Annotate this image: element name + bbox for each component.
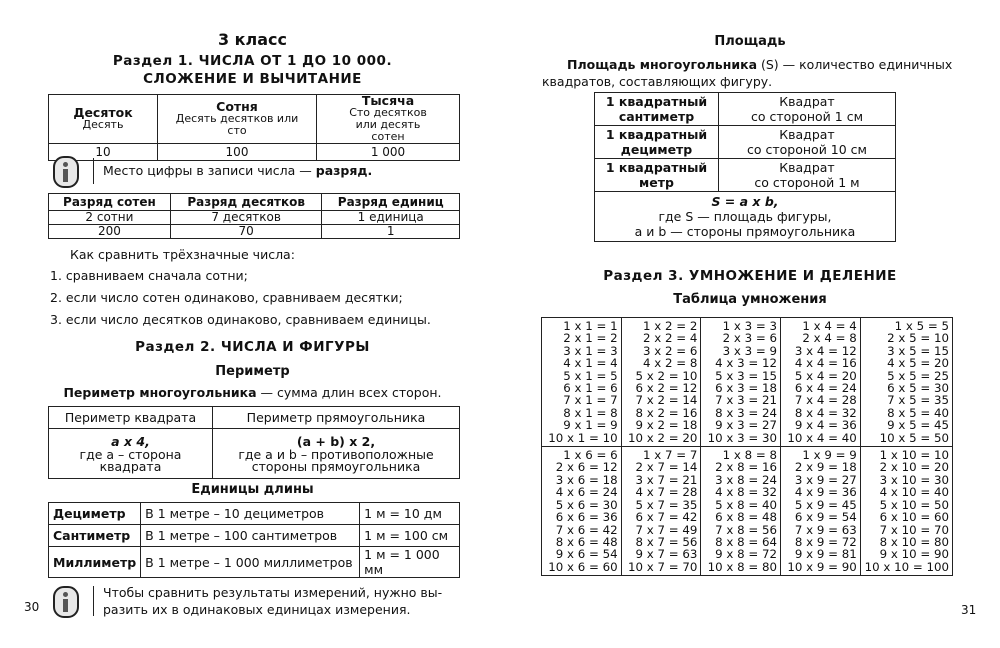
mult-block (860, 447, 952, 576)
mult-equation: 10 x 3 = 30 (707, 430, 778, 445)
mult-equation: 9 x 7 = 63 (635, 547, 698, 562)
mult-equation: 9 x 6 = 54 (555, 547, 618, 562)
mult-block (781, 447, 861, 576)
mult-equation: 5 x 9 = 45 (794, 497, 857, 512)
mult-equation: 1 x 9 = 9 (802, 448, 857, 463)
mult-equation: 10 x 10 = 100 (864, 559, 949, 574)
mult-equation: 3 x 10 = 30 (879, 472, 949, 487)
mult-equation: 1 x 5 = 5 (894, 319, 949, 333)
mult-equation: 10 x 4 = 40 (787, 430, 857, 445)
section1-title-line1: Раздел 1. ЧИСЛА ОТ 1 ДО 10 000. (112, 53, 393, 69)
mult-equation: 10 x 8 = 80 (707, 559, 778, 574)
perimeter-rect-cell: (a + b) x 2, где a и b – противоположные стороны прямоугольника (213, 429, 460, 479)
mult-equation: 10 x 5 = 50 (879, 430, 949, 445)
mult-equation: 5 x 4 = 20 (794, 368, 857, 383)
mult-equation: 9 x 3 = 27 (715, 418, 778, 433)
mult-equation: 7 x 1 = 7 (563, 393, 618, 408)
mult-equation: 8 x 9 = 72 (794, 534, 857, 549)
mult-equation: 4 x 6 = 24 (555, 485, 618, 500)
mult-equation: 2 x 5 = 10 (887, 331, 949, 346)
length-unit-name: Сантиметр (49, 525, 141, 547)
multiplication-title: Таблица умножения (673, 292, 827, 307)
mult-block (701, 447, 781, 576)
mult-equation: 5 x 6 = 30 (555, 497, 618, 512)
mult-equation: 8 x 8 = 64 (715, 534, 778, 549)
mult-equation: 7 x 7 = 49 (635, 522, 698, 537)
mult-equation: 9 x 9 = 81 (794, 547, 857, 562)
info-icon (53, 156, 79, 188)
perimeter-title: Периметр (215, 364, 290, 379)
mult-equation: 1 x 6 = 6 (563, 448, 618, 463)
length-unit-eq: 1 м = 1 000 мм (360, 547, 460, 578)
page-number-left: 30 (24, 600, 40, 614)
mult-equation: 6 x 6 = 36 (555, 510, 618, 525)
mult-equation: 7 x 5 = 35 (887, 393, 949, 408)
area-unit: 1 квадратный метр (595, 159, 719, 192)
mult-equation: 1 x 3 = 3 (722, 319, 778, 333)
mult-equation: 3 x 7 = 21 (635, 472, 698, 487)
area-desc: Квадрат со стороной 1 см (719, 93, 896, 126)
mult-equation: 3 x 6 = 18 (555, 472, 618, 487)
perimeter-square-cell: a x 4, где a – сторона квадрата (49, 429, 213, 479)
mult-equation: 4 x 4 = 16 (794, 356, 857, 371)
mult-equation: 7 x 9 = 63 (794, 522, 857, 537)
mult-equation: 8 x 10 = 80 (879, 534, 949, 549)
mult-equation: 8 x 3 = 24 (715, 405, 778, 420)
mult-equation: 3 x 8 = 24 (715, 472, 778, 487)
mult-equation: 4 x 5 = 20 (887, 356, 949, 371)
length-unit-name: Миллиметр (49, 547, 141, 578)
area-unit: 1 квадратный сантиметр (595, 93, 719, 126)
mult-equation: 7 x 8 = 56 (715, 522, 778, 537)
mult-equation: 2 x 10 = 20 (879, 460, 949, 475)
mult-equation: 6 x 7 = 42 (635, 510, 698, 525)
mult-equation: 2 x 8 = 16 (715, 460, 778, 475)
mult-equation: 10 x 2 = 20 (627, 430, 698, 445)
mult-equation: 1 x 7 = 7 (642, 448, 698, 463)
length-table (48, 502, 460, 578)
class-title: 3 класс (217, 30, 288, 49)
mult-equation: 4 x 3 = 12 (715, 356, 778, 371)
digits-header-units: Разряд единиц (322, 194, 460, 211)
length-unit-desc: В 1 метре – 10 дециметров (141, 503, 360, 525)
mult-equation: 2 x 6 = 12 (555, 460, 618, 475)
length-unit-desc: В 1 метре – 1 000 миллиметров (141, 547, 360, 578)
page-number-right: 31 (961, 603, 977, 617)
places-header-hundreds: Сотня Десять десятков или сто (158, 95, 317, 144)
digits-cell: 2 сотни (49, 211, 171, 225)
mult-equation: 6 x 9 = 54 (794, 510, 857, 525)
mult-equation: 2 x 3 = 6 (722, 331, 778, 346)
area-unit: 1 квадратный дециметр (595, 126, 719, 159)
mult-equation: 3 x 3 = 9 (722, 343, 778, 358)
mult-equation: 1 x 10 = 10 (879, 448, 949, 463)
mult-equation: 7 x 3 = 21 (715, 393, 778, 408)
info-divider (93, 586, 94, 616)
area-desc: Квадрат со стороной 1 м (719, 159, 896, 192)
places-value-tens: 10 (49, 144, 158, 161)
mult-equation: 1 x 4 = 4 (802, 319, 857, 333)
perimeter-header-square: Периметр квадрата (49, 407, 213, 429)
mult-equation: 9 x 1 = 9 (563, 418, 618, 433)
compare-intro: Как сравнить трёхзначные числа: (70, 247, 295, 262)
mult-equation: 5 x 3 = 15 (715, 368, 778, 383)
info-icon (53, 586, 79, 618)
mult-equation: 6 x 5 = 30 (887, 381, 949, 396)
mult-equation: 2 x 1 = 2 (563, 331, 618, 346)
mult-equation: 5 x 5 = 25 (887, 368, 949, 383)
digits-cell: 200 (49, 225, 171, 239)
mult-equation: 5 x 2 = 10 (635, 368, 698, 383)
info1-note: Место цифры в записи числа — разряд. (103, 163, 373, 178)
mult-equation: 1 x 8 = 8 (722, 448, 778, 463)
places-table (48, 94, 460, 161)
mult-equation: 4 x 1 = 4 (563, 356, 618, 371)
perimeter-table (48, 406, 460, 479)
length-unit-eq: 1 м = 10 дм (360, 503, 460, 525)
mult-block (781, 318, 861, 447)
mult-equation: 2 x 7 = 14 (635, 460, 698, 475)
compare-step-2: 2. если число сотен одинаково, сравниваем десятки; (50, 290, 403, 305)
mult-equation: 6 x 2 = 12 (635, 381, 698, 396)
mult-equation: 4 x 9 = 36 (794, 485, 857, 500)
mult-equation: 2 x 2 = 4 (642, 331, 698, 346)
mult-equation: 4 x 7 = 28 (635, 485, 698, 500)
compare-step-1: 1. сравниваем сначала сотни; (50, 268, 248, 283)
mult-equation: 5 x 8 = 40 (715, 497, 778, 512)
length-units-title: Единицы длины (191, 482, 314, 497)
section1-title-line2: СЛОЖЕНИЕ И ВЫЧИТАНИЕ (143, 71, 362, 87)
mult-equation: 5 x 10 = 50 (879, 497, 949, 512)
places-value-thousands: 1 000 (317, 144, 460, 161)
section3-title: Раздел 3. УМНОЖЕНИЕ И ДЕЛЕНИЕ (603, 268, 897, 284)
mult-equation: 8 x 5 = 40 (887, 405, 949, 420)
mult-block (860, 318, 952, 447)
mult-equation: 3 x 5 = 15 (887, 343, 949, 358)
mult-equation: 6 x 8 = 48 (715, 510, 778, 525)
mult-block (542, 447, 622, 576)
mult-block (542, 318, 622, 447)
area-formula-cell: S = a x b, где S — площадь фигуры, a и b — стороны прямоугольника (595, 192, 896, 242)
area-title: Площадь (714, 34, 786, 49)
mult-equation: 2 x 9 = 18 (794, 460, 857, 475)
mult-equation: 10 x 9 = 90 (787, 559, 857, 574)
compare-step-3: 3. если число десятков одинаково, сравниваем единицы. (50, 312, 431, 327)
mult-equation: 10 x 1 = 10 (548, 430, 618, 445)
mult-equation: 6 x 1 = 6 (563, 381, 618, 396)
mult-equation: 7 x 10 = 70 (879, 522, 949, 537)
mult-equation: 5 x 1 = 5 (563, 368, 618, 383)
info2-note: Чтобы сравнить результаты измерений, нужно вы- разить их в одинаковых единицах измерения. (103, 585, 443, 617)
perimeter-definition: Периметр многоугольника — сумма длин всех сторон. (63, 385, 442, 400)
mult-equation: 9 x 8 = 72 (715, 547, 778, 562)
mult-equation: 1 x 1 = 1 (563, 319, 618, 333)
info-divider (93, 158, 94, 184)
mult-block (621, 318, 701, 447)
area-table (594, 92, 896, 242)
mult-equation: 8 x 4 = 32 (794, 405, 857, 420)
perimeter-header-rect: Периметр прямоугольника (213, 407, 460, 429)
length-unit-name: Дециметр (49, 503, 141, 525)
digits-cell: 1 (322, 225, 460, 239)
mult-equation: 4 x 8 = 32 (715, 485, 778, 500)
mult-equation: 10 x 6 = 60 (548, 559, 618, 574)
mult-equation: 7 x 4 = 28 (794, 393, 857, 408)
mult-equation: 6 x 4 = 24 (794, 381, 857, 396)
mult-equation: 6 x 10 = 60 (879, 510, 949, 525)
mult-equation: 4 x 10 = 40 (879, 485, 949, 500)
mult-equation: 9 x 4 = 36 (794, 418, 857, 433)
mult-equation: 3 x 9 = 27 (794, 472, 857, 487)
mult-equation: 7 x 2 = 14 (635, 393, 698, 408)
multiplication-table (541, 317, 953, 576)
mult-equation: 9 x 2 = 18 (635, 418, 698, 433)
digits-header-hundreds: Разряд сотен (49, 194, 171, 211)
mult-equation: 7 x 6 = 42 (555, 522, 618, 537)
digits-cell: 1 единица (322, 211, 460, 225)
places-header-thousands: Тысяча Сто десятков или десять сотен (317, 95, 460, 144)
mult-block (621, 447, 701, 576)
mult-equation: 9 x 10 = 90 (879, 547, 949, 562)
mult-equation: 3 x 1 = 3 (563, 343, 618, 358)
mult-equation: 3 x 2 = 6 (642, 343, 698, 358)
mult-equation: 8 x 6 = 48 (555, 534, 618, 549)
section2-title: Раздел 2. ЧИСЛА И ФИГУРЫ (135, 339, 370, 355)
mult-equation: 4 x 2 = 8 (642, 356, 698, 371)
places-value-hundreds: 100 (158, 144, 317, 161)
mult-equation: 1 x 2 = 2 (642, 319, 698, 333)
area-definition: Площадь многоугольника (S) — количество единичных квадратов, составляющих фигуру. (542, 57, 953, 89)
digits-table (48, 193, 460, 239)
mult-equation: 9 x 5 = 45 (887, 418, 949, 433)
digits-cell: 70 (170, 225, 322, 239)
mult-block (701, 318, 781, 447)
length-unit-desc: В 1 метре – 100 сантиметров (141, 525, 360, 547)
mult-equation: 8 x 7 = 56 (635, 534, 698, 549)
mult-equation: 8 x 1 = 8 (563, 405, 618, 420)
mult-equation: 3 x 4 = 12 (794, 343, 857, 358)
mult-equation: 6 x 3 = 18 (715, 381, 778, 396)
length-unit-eq: 1 м = 100 см (360, 525, 460, 547)
mult-equation: 8 x 2 = 16 (635, 405, 698, 420)
mult-equation: 10 x 7 = 70 (627, 559, 698, 574)
places-header-tens: Десяток Десять (49, 95, 158, 144)
digits-cell: 7 десятков (170, 211, 322, 225)
area-desc: Квадрат со стороной 10 см (719, 126, 896, 159)
mult-equation: 2 x 4 = 8 (802, 331, 857, 346)
digits-header-tens: Разряд десятков (170, 194, 322, 211)
mult-equation: 5 x 7 = 35 (635, 497, 698, 512)
